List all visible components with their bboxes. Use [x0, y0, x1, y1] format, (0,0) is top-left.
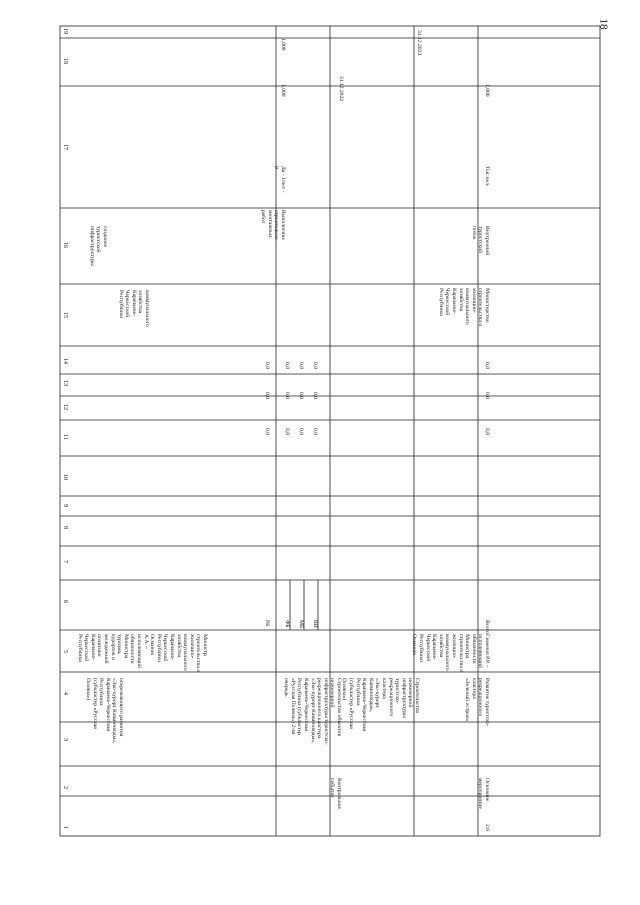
r4-c13: 0,0 [484, 362, 490, 369]
r1-rb-c12: 0,0 [264, 392, 270, 399]
r1-rb-c13: 0,0 [264, 362, 270, 369]
col-num-14: 14 [62, 358, 68, 364]
r3-date: 31.12.2023 [416, 30, 422, 56]
col-num-13: 13 [62, 380, 68, 386]
col-num-16: 16 [62, 242, 68, 248]
r1-fb-c11: 0,0 [284, 428, 290, 435]
r1-mb-c13: 0,0 [298, 362, 304, 369]
r1-fb-c12: 0,0 [284, 392, 290, 399]
r1-mb-c11: 0,0 [298, 428, 304, 435]
r3-name: Строительство инженерной инфраструктуры туристско- рекреационного кластера «Эко-курорт Кавминводы», Карачаево-Черкесская Республика (субкластер «Русская Поляна») [341, 678, 420, 732]
r1-vi-label: ВИ [312, 620, 318, 628]
col-num-12: 12 [62, 404, 68, 410]
r2-type: Контрольное событие [329, 778, 342, 809]
r4-type: Основное мероприятие [477, 778, 490, 809]
col-num-10: 10 [62, 474, 68, 480]
r2-name: Строительство объектов инженерной инфраструктуры туристско- рекреационного кластера «Эко-курорт Кавминводы», Карачаево-Черкесская Республика (субкластер «Русская Поляна») 2-ая очередь [283, 678, 342, 745]
r1-executor: Министр строительства и жилищно- коммунального хозяйства Карачаево- Черкесской Республики Османов А.А. – исполняющий обязанности Министра туризма, курортов и молодежной политики Карачаево- Черкесской Республики [76, 634, 208, 673]
col-num-4: 4 [62, 692, 68, 695]
page-number: 18 [597, 18, 610, 30]
col-num-8: 8 [62, 526, 68, 529]
col-num-1: 1 [62, 826, 68, 829]
col-num-2: 2 [62, 786, 68, 789]
r1-name: опережающего развития «Эко-курорт Кавминводы», Карачаево-Черкесская Республика (субкластер «Русская Поляна») [85, 678, 124, 744]
r1-rb-label: РБ [264, 620, 270, 627]
r4-value-18: 1,000 [484, 84, 490, 97]
r1-rb-c11: 0,0 [264, 428, 270, 435]
r4-result: Внутренний туристский поток [470, 226, 490, 256]
r1-result: создание туристской инфраструктуры [88, 226, 108, 266]
r1-responsible: коммунального хозяйства Карачаево- Черкесской Республики [117, 290, 150, 327]
r4-unit: Тыс.чел. [484, 166, 490, 187]
r1-value-19: 1,000 [280, 38, 286, 51]
col-num-19: 19 [62, 28, 68, 34]
r1-value-18: 1,000 [280, 84, 286, 97]
col-num-15: 15 [62, 312, 68, 318]
r1-vi-c11: 0,0 [312, 428, 318, 435]
rotated-table [60, 26, 600, 836]
r1-fb-label: ФБ [284, 620, 290, 628]
col-num-17: 17 [62, 144, 68, 150]
col-num-11: 11 [62, 434, 68, 440]
r2-date: 31.12.2022 [338, 76, 344, 102]
col-num-3: 3 [62, 738, 68, 741]
r1-vi-c12: 0,0 [312, 392, 318, 399]
r4-c11: 0,0 [484, 428, 490, 435]
col-num-7: 7 [62, 560, 68, 563]
r1-mb-label: МБ [298, 620, 304, 629]
r1-fb-c13: 0,0 [284, 362, 290, 369]
r1-vi-c13: 0,0 [312, 362, 318, 369]
r1-mb-c12: 0,0 [298, 392, 304, 399]
r4-executor: Семенов Р.Р. – исполняющий обязанности Министра строительства и жилищно- коммунального хозяйства Карачаево- Черкесской Республики Османов [411, 634, 490, 673]
r4-total-label: Всего [484, 620, 490, 634]
r1-indicator: Выполнение строительно - монтажных работ [260, 210, 286, 243]
r1-unit: Да - 1/нет - 0 [273, 166, 286, 193]
r4-name: Развитие туристско- рекреационного кластера «Зеленый остров» [464, 678, 490, 727]
col-num-18: 18 [62, 58, 68, 64]
r4-number: 2.6 [484, 824, 490, 831]
col-num-6: 6 [62, 600, 68, 603]
r4-responsible: Министерство строительства и жилищно- коммунального хозяйства Карачаево- Черкесской Республики [437, 288, 490, 327]
col-num-5: 5 [62, 650, 68, 653]
r4-c12: 0,0 [484, 392, 490, 399]
col-num-9: 9 [62, 504, 68, 507]
